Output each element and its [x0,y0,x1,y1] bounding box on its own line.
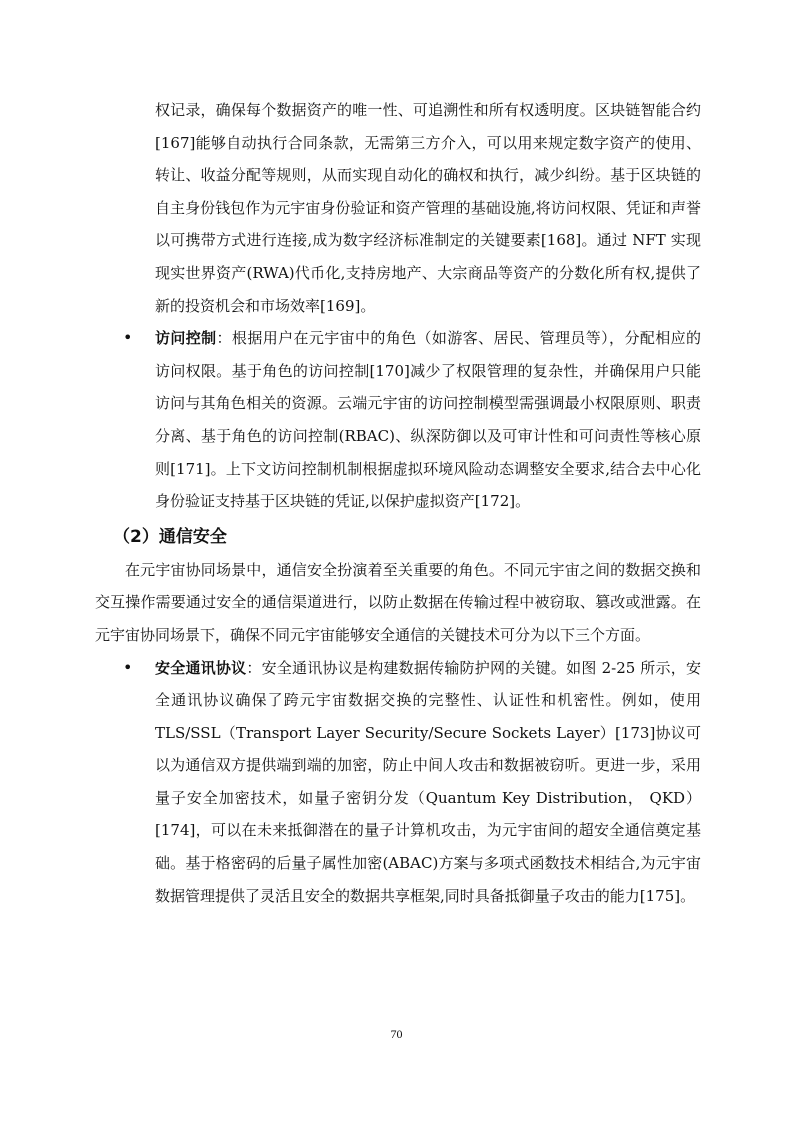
bullet-access-control [123,322,701,518]
bullet-term: 安全通讯协议 [155,658,247,677]
page-number: 70 [390,1027,403,1041]
bullet-icon: • [123,328,133,348]
bullet-text: ：安全通讯协议是构建数据传输防护网的关键。如图 2-25 所示，安全通讯协议确保了跨元宇宙数据交换的完整性、认证性和机密性。例如，使用 TLS/SSL（Transport Layer Security/Secure Sockets Layer）[173]协议可以为通信双方提供端到端的加密，防止中间人攻击和数据被窃听。更进一步，采用量子安全加密技术，如量子密钥分发（Quantum Key Distribution， QKD）[174]，可以在未来抵御潜在的量子计算机攻击，为元宇宙间的超安全通信奠定基础。基于格密码的后量子属性加密(ABAC)方案与多项式函数技术相结合,为元宇宙数据管理提供了灵活且安全的数据共享框架,同时具备抵御量子攻击的能力[175]。 [155,658,701,905]
page-content [95,94,701,912]
section-heading: （2）通信安全 [113,526,227,547]
bullet-icon: • [123,657,133,677]
continuation-paragraph: 权记录，确保每个数据资产的唯一性、可追溯性和所有权透明度。区块链智能合约[167]能够自动执行合同条款，无需第三方介入，可以用来规定数字资产的使用、转让、收益分配等规则，从而实现自动化的确权和执行，减少纠纷。基于区块链的自主身份钱包作为元宇宙身份验证和资产管理的基础设施,将访问权限、凭证和声誉以可携带方式进行连接,成为数字经济标准制定的关键要素[168]。通过 NFT 实现现实世界资产(RWA)代币化,支持房地产、大宗商品等资产的分数化所有权,提供了新的投资机会和市场效率[169]。 [155,101,701,315]
bullet-secure-protocol [123,652,701,913]
section-paragraph: 在元宇宙协同场景中，通信安全扮演着至关重要的角色。不同元宇宙之间的数据交换和交互操作需要通过安全的通信渠道进行，以防止数据在传输过程中被窃取、篡改或泄露。在元宇宙协同场景下，确保不同元宇宙能够安全通信的关键技术可分为以下三个方面。 [95,560,701,644]
bullet-text: ：根据用户在元宇宙中的角色（如游客、居民、管理员等），分配相应的访问权限。基于角色的访问控制[170]减少了权限管理的复杂性，并确保用户只能访问与其角色相关的资源。云端元宇宙的访问控制模型需强调最小权限原则、职责分离、基于角色的访问控制(RBAC)、纵深防御以及可审计性和可问责性等核心原则[171]。上下文访问控制机制根据虚拟环境风险动态调整安全要求,结合去中心化身份验证支持基于区块链的凭证,以保护虚拟资产[172]。 [155,329,701,511]
bullet-term: 访问控制 [155,329,217,348]
